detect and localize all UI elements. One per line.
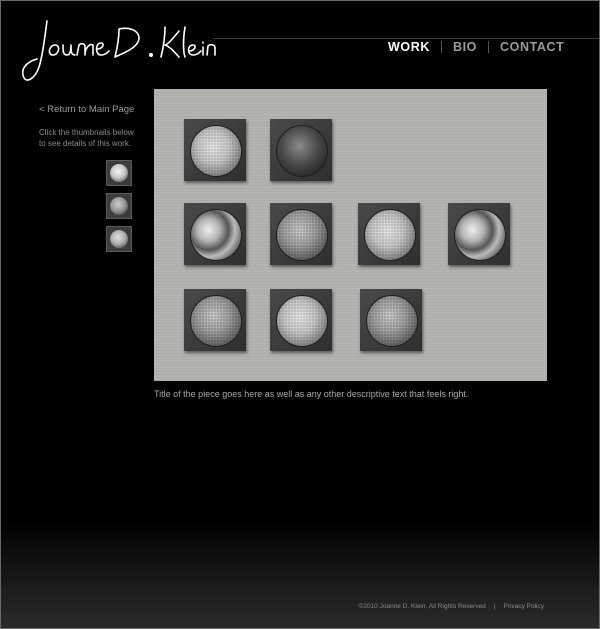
header-divider bbox=[213, 38, 599, 39]
thumbnail-image bbox=[110, 197, 128, 215]
return-to-main-link[interactable]: < Return to Main Page bbox=[39, 104, 135, 115]
copyright-text: ©2010 Joanne D. Klein, All Rights Reserved bbox=[358, 603, 486, 610]
thumbnail-3[interactable] bbox=[106, 226, 132, 252]
sidebar bbox=[39, 104, 139, 149]
thumbnail-image bbox=[110, 164, 128, 182]
artwork-tile bbox=[184, 203, 246, 265]
artwork-tile bbox=[360, 289, 422, 351]
footer-separator: | bbox=[493, 603, 496, 610]
thumbnail-image bbox=[110, 230, 128, 248]
nav-item-work[interactable]: WORK bbox=[388, 40, 430, 54]
artwork-tile bbox=[448, 203, 510, 265]
main-nav bbox=[377, 40, 575, 54]
artwork-tile bbox=[270, 203, 332, 265]
thumbnail-2[interactable] bbox=[106, 193, 132, 219]
artwork-photo bbox=[154, 89, 547, 381]
artwork-tile bbox=[184, 289, 246, 351]
privacy-policy-link[interactable]: Privacy Policy bbox=[503, 603, 544, 610]
site-logo[interactable] bbox=[19, 15, 219, 87]
artwork-tile bbox=[270, 119, 332, 181]
footer bbox=[359, 603, 544, 610]
nav-item-bio[interactable]: BIO bbox=[452, 40, 478, 54]
artwork-caption: Title of the piece goes here as well as any other descriptive text that feels right. bbox=[154, 389, 469, 399]
thumbnail-instructions: Click the thumbnails below to see details of this work. bbox=[39, 128, 134, 148]
artwork-tile bbox=[270, 289, 332, 351]
artwork-tile bbox=[358, 203, 420, 265]
nav-item-contact[interactable]: CONTACT bbox=[500, 40, 565, 54]
artwork-tile bbox=[184, 119, 246, 181]
thumbnail-1[interactable] bbox=[106, 160, 132, 186]
signature-logo-icon bbox=[19, 15, 219, 87]
